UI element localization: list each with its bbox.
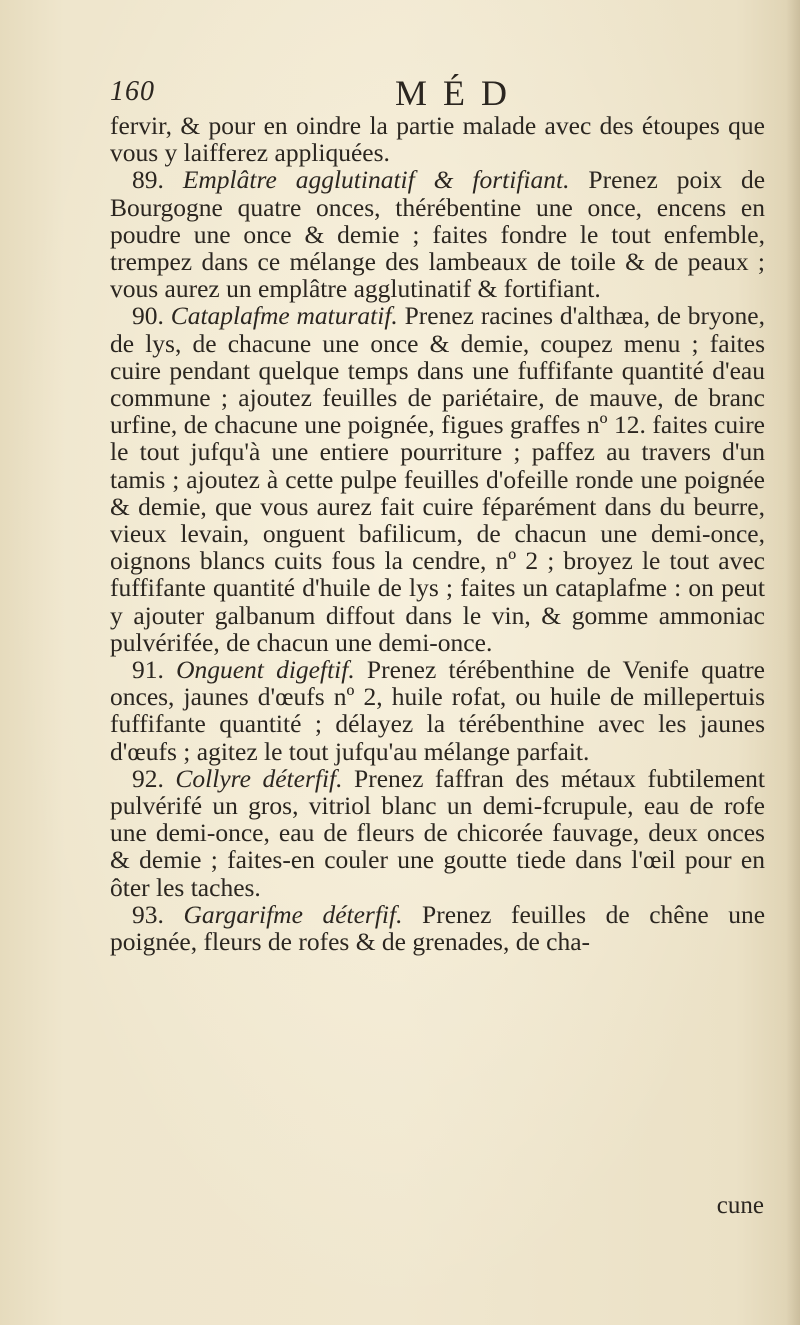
- recipe-title: Gargarifme déterfif.: [183, 899, 403, 929]
- body-text: [110, 112, 765, 955]
- paragraph-92: [110, 765, 765, 901]
- recipe-title: Cataplafme maturatif.: [170, 301, 398, 331]
- paragraph-text: Prenez feuilles de chêne une poignée, fleurs de rofes & de grenades, de cha-: [110, 899, 766, 957]
- paragraph-91: [110, 656, 765, 765]
- page-edge-shadow: [786, 0, 800, 1325]
- page-header: [110, 72, 770, 116]
- paragraph-continuation: [110, 112, 765, 166]
- paragraph-text: Prenez poix de Bourgogne quatre onces, thérébentine une once, encens en poudre une once & demie ; faites fondre le tout enfemble, trempez dans ce mélange des lambeaux de toile & de peaux ; vous aurez un emplâtre agglutinatif & fortifiant.: [110, 165, 766, 304]
- paragraph-90: [110, 302, 765, 656]
- paragraph-text: Prenez racines d'althæa, de bryone, de lys, de chacune une once & demie, coupez menu ; faites cuire pendant quelque temps dans une fuffifante quantité d'eau commune ; ajoutez feuilles de pariétaire, de mauve, de branc urfine, de chacune une poignée, figues graffes nº 12. faites cuire le tout jufqu'à une entiere pourriture ; paffez au travers d'un tamis ; ajoutez à cette pulpe feuilles d'ofeille ronde une poignée & demie, que vous aurez fait cuire féparément dans du beurre, vieux levain, onguent bafilicum, de chacun une demi-once, oignons blancs cuits fous la cendre, nº 2 ; broyez le tout avec fuffifante quantité d'huile de lys ; faites un cataplafme : on peut y ajouter galbanum diffout dans le vin, & gomme ammoniac pulvérifée, de chacun une demi-once.: [110, 301, 765, 657]
- recipe-number: 92.: [132, 763, 164, 793]
- recipe-title: Emplâtre agglutinatif & fortifiant.: [182, 165, 570, 195]
- recipe-number: 91.: [132, 655, 164, 685]
- running-head: MÉD: [395, 73, 523, 113]
- catchword: cune: [716, 1192, 764, 1219]
- recipe-number: 89.: [132, 165, 164, 195]
- recipe-title: Onguent digeftif.: [176, 655, 355, 685]
- recipe-number: 93.: [132, 899, 164, 929]
- recipe-number: 90.: [132, 301, 164, 331]
- paragraph-93: [110, 901, 765, 955]
- recipe-title: Collyre déterfif.: [175, 763, 343, 793]
- page-number: 160: [110, 76, 155, 107]
- paragraph-text: Prenez faffran des métaux fubtilement pulvérifé un gros, vitriol blanc un demi-fcrupule, eau de rofe une demi-once, eau de fleurs de chicorée fauvage, deux onces & demie ; faites-en couler une goutte tiede dans l'œil pour en ôter les taches.: [110, 763, 765, 902]
- paragraph-text: fervir, & pour en oindre la partie malade avec des étoupes que vous y laifferez appliquées.: [110, 111, 765, 168]
- paragraph-text: Prenez térébenthine de Venife quatre onces, jaunes d'œufs nº 2, huile rofat, ou huile de millepertuis fuffifante quantité ; délayez la térébenthine avec les jaunes d'œufs ; agitez le tout jufqu'au mélange parfait.: [110, 655, 765, 766]
- paragraph-89: [110, 166, 765, 302]
